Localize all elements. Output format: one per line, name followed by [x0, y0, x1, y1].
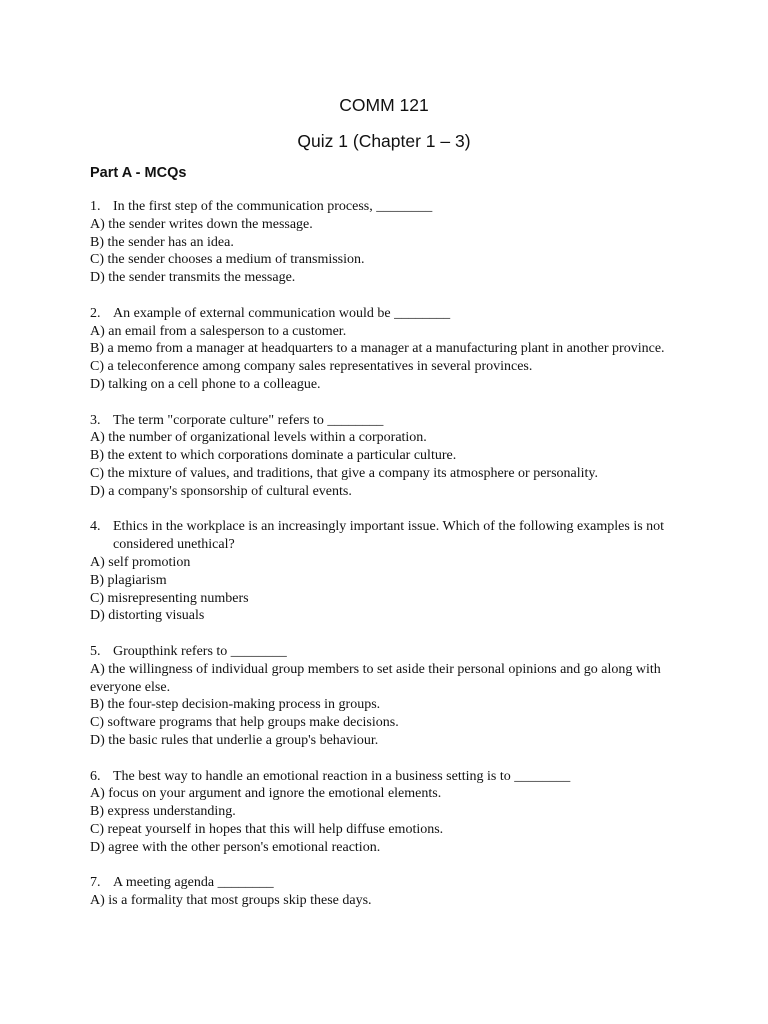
- question-1: [90, 198, 690, 287]
- course-title: COMM 121: [339, 95, 429, 115]
- question-text: In the first step of the communication process, ________: [113, 199, 433, 214]
- answer-option: D) the basic rules that underlie a group's behaviour.: [90, 732, 379, 748]
- question-text: Groupthink refers to ________: [113, 643, 287, 659]
- answer-option: A) the number of organizational levels within a corporation.: [90, 430, 427, 446]
- question-stem: [90, 874, 690, 892]
- question-number: 6.: [90, 768, 101, 784]
- question-text: A meeting agenda ________: [113, 875, 274, 891]
- question-number: 2.: [90, 305, 101, 321]
- question-stem: [90, 768, 690, 786]
- question-stem: [90, 412, 690, 430]
- question-stem: [90, 198, 690, 216]
- answer-option: B) a memo from a manager at headquarters to a manager at a manufacturing plant in another province.: [90, 341, 665, 357]
- question-text: The best way to handle an emotional reaction in a business setting is to ________: [113, 768, 571, 784]
- question-stem: [90, 518, 690, 554]
- question-text: An example of external communication would be ________: [113, 305, 451, 321]
- answer-option: D) distorting visuals: [90, 608, 205, 624]
- question-number: 5.: [90, 643, 101, 659]
- question-text: The term "corporate culture" refers to ________: [113, 412, 384, 428]
- question-stem: [90, 305, 690, 323]
- answer-option: B) the extent to which corporations dominate a particular culture.: [90, 448, 457, 464]
- answer-option: B) express understanding.: [90, 804, 236, 820]
- part-heading: Part A - MCQs: [90, 165, 187, 181]
- answer-option: B) the four-step decision-making process in groups.: [90, 697, 381, 713]
- answer-option: C) repeat yourself in hopes that this will help diffuse emotions.: [90, 821, 444, 837]
- answer-option: C) the sender chooses a medium of transmission.: [90, 252, 365, 268]
- answer-option: D) the sender transmits the message.: [90, 270, 296, 286]
- question-2: [90, 305, 690, 394]
- question-7: [90, 874, 690, 910]
- answer-option: B) plagiarism: [90, 572, 167, 588]
- question-number: 4.: [90, 519, 101, 535]
- answer-option: C) a teleconference among company sales representatives in several provinces.: [90, 359, 533, 375]
- question-number: 1.: [90, 199, 101, 214]
- question-5: [90, 643, 690, 750]
- answer-option: A) focus on your argument and ignore the emotional elements.: [90, 786, 442, 802]
- answer-option: A) an email from a salesperson to a customer.: [90, 323, 347, 339]
- answer-option: A) self promotion: [90, 554, 191, 570]
- quiz-title: Quiz 1 (Chapter 1 – 3): [297, 131, 471, 151]
- answer-option: C) misrepresenting numbers: [90, 590, 249, 606]
- question-3: [90, 412, 690, 501]
- question-number: 7.: [90, 875, 101, 891]
- answer-option: D) agree with the other person's emotional reaction.: [90, 839, 381, 855]
- question-list: [90, 198, 690, 928]
- answer-option: C) the mixture of values, and traditions, that give a company its atmosphere or personality.: [90, 465, 599, 481]
- question-text: Ethics in the workplace is an increasingly important issue. Which of the following examples is not considered unethical?: [113, 519, 665, 553]
- answer-option: A) the willingness of individual group members to set aside their personal opinions and go along with everyone else.: [90, 661, 661, 695]
- question-stem: [90, 643, 690, 661]
- question-4: [90, 518, 690, 625]
- answer-option: A) is a formality that most groups skip these days.: [90, 893, 372, 909]
- answer-option: A) the sender writes down the message.: [90, 216, 313, 232]
- answer-option: D) talking on a cell phone to a colleague.: [90, 376, 321, 392]
- answer-option: D) a company's sponsorship of cultural events.: [90, 483, 352, 499]
- question-number: 3.: [90, 412, 101, 428]
- answer-option: B) the sender has an idea.: [90, 234, 234, 250]
- question-6: [90, 768, 690, 857]
- answer-option: C) software programs that help groups make decisions.: [90, 715, 399, 731]
